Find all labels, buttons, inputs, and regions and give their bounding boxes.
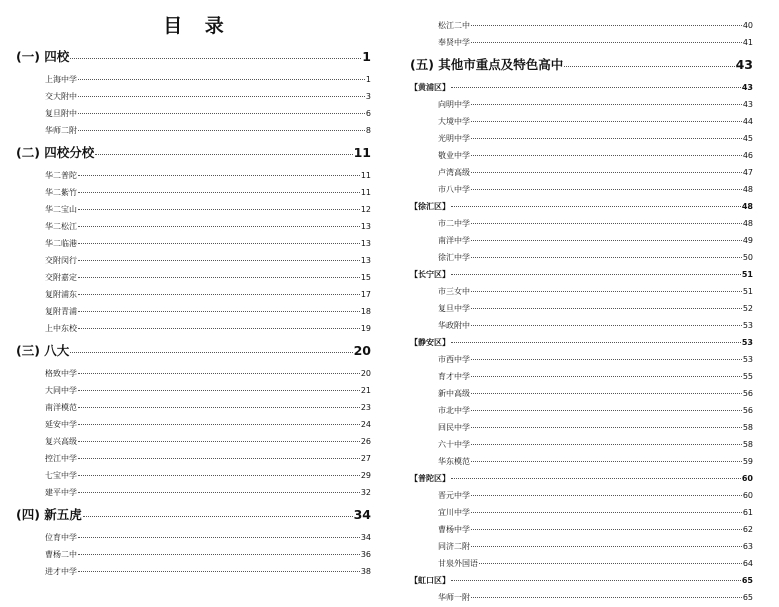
dot-leader (471, 410, 742, 411)
toc-entry-page: 27 (360, 454, 371, 463)
dot-leader (78, 192, 360, 193)
toc-entry[interactable] (16, 433, 371, 450)
dot-leader (78, 373, 360, 374)
toc-entry-page: 8 (365, 126, 371, 135)
toc-district[interactable] (410, 470, 753, 487)
dot-leader (471, 444, 742, 445)
dot-leader (78, 113, 365, 114)
toc-entry-label: 大同中学 (45, 386, 77, 395)
toc-entry-label: 复兴高级 (45, 437, 77, 446)
dot-leader (471, 121, 742, 122)
toc-district-label: 【黄浦区】 (410, 83, 450, 92)
toc-entry[interactable] (16, 269, 371, 286)
toc-section-page: 20 (353, 343, 371, 358)
toc-entry-page: 52 (742, 304, 753, 313)
toc-entry-label: 进才中学 (45, 567, 77, 576)
dot-leader (78, 537, 360, 538)
dot-leader (471, 42, 742, 43)
dot-leader (471, 597, 742, 598)
toc-entry-page: 15 (360, 273, 371, 282)
toc-district[interactable] (410, 572, 753, 589)
toc-section-page: 43 (735, 57, 753, 72)
toc-section-page: 11 (353, 145, 371, 160)
toc-entry[interactable] (16, 105, 371, 122)
toc-entry-page: 1 (365, 75, 371, 84)
toc-section-label: (四) 新五虎 (16, 507, 82, 522)
toc-entry[interactable] (16, 235, 371, 252)
toc-entry-label: 晋元中学 (438, 491, 470, 500)
toc-entry[interactable] (16, 399, 371, 416)
toc-entry-label: 华政附中 (438, 321, 470, 330)
dot-leader (78, 554, 360, 555)
toc-entry[interactable] (410, 368, 753, 385)
toc-district[interactable] (410, 266, 753, 283)
dot-leader (78, 424, 360, 425)
toc-entry-label: 复附青浦 (45, 307, 77, 316)
toc-entry-label: 延安中学 (45, 420, 77, 429)
toc-district-page: 43 (741, 83, 753, 92)
toc-entry-page: 11 (360, 171, 371, 180)
toc-entry-label: 市八中学 (438, 185, 470, 194)
toc-entry[interactable] (16, 201, 371, 218)
page-title: 目 录 (163, 15, 232, 37)
toc-entry-label: 奉贤中学 (438, 38, 470, 47)
toc-entry-page: 17 (360, 290, 371, 299)
toc-entry[interactable] (410, 555, 753, 572)
toc-entry-page: 32 (360, 488, 371, 497)
toc-section-page: 1 (362, 49, 371, 64)
toc-entry-page: 56 (742, 406, 753, 415)
toc-entry[interactable] (410, 504, 753, 521)
toc-entry-page: 61 (742, 508, 753, 517)
toc-entry-page: 23 (360, 403, 371, 412)
toc-entry-label: 育才中学 (438, 372, 470, 381)
toc-section[interactable] (16, 501, 371, 529)
toc-entry-label: 市二中学 (438, 219, 470, 228)
toc-entry-page: 40 (742, 21, 753, 30)
dot-leader (78, 209, 360, 210)
toc-entry-page: 13 (360, 239, 371, 248)
dot-leader (471, 257, 742, 258)
toc-entry-label: 华二临港 (45, 239, 77, 248)
toc-entry-page: 45 (742, 134, 753, 143)
toc-entry-label: 建平中学 (45, 488, 77, 497)
toc-entry-label: 复附浦东 (45, 290, 77, 299)
toc-entry-label: 华二普陀 (45, 171, 77, 180)
toc-entry-label: 华师二附 (45, 126, 77, 135)
toc-entry-page: 26 (360, 437, 371, 446)
toc-entry[interactable] (16, 416, 371, 433)
dot-leader (78, 175, 360, 176)
toc-entry-label: 新中高级 (438, 389, 470, 398)
toc-entry[interactable] (410, 453, 753, 470)
toc-entry-label: 光明中学 (438, 134, 470, 143)
toc-section-label: (二) 四校分校 (16, 145, 95, 160)
dot-leader (471, 461, 742, 462)
toc-entry[interactable] (16, 563, 371, 580)
toc-district-page: 48 (741, 202, 753, 211)
toc-entry[interactable] (410, 215, 753, 232)
toc-entry-page: 56 (742, 389, 753, 398)
toc-entry[interactable] (16, 286, 371, 303)
dot-leader (471, 104, 742, 105)
toc-district-label: 【普陀区】 (410, 474, 450, 483)
dot-leader (471, 376, 742, 377)
dot-leader (78, 475, 360, 476)
toc-entry-label: 复旦附中 (45, 109, 77, 118)
toc-district[interactable] (410, 334, 753, 351)
toc-district-label: 【静安区】 (410, 338, 450, 347)
toc-entry-label: 华二宝山 (45, 205, 77, 214)
toc-entry-label: 回民中学 (438, 423, 470, 432)
toc-entry[interactable] (16, 303, 371, 320)
toc-entry-label: 华二紫竹 (45, 188, 77, 197)
toc-entry-label: 市西中学 (438, 355, 470, 364)
toc-entry-label: 徐汇中学 (438, 253, 470, 262)
toc-entry-label: 上海中学 (45, 75, 77, 84)
toc-entry-page: 13 (360, 222, 371, 231)
toc-entry-page: 60 (742, 491, 753, 500)
toc-entry-page: 20 (360, 369, 371, 378)
dot-leader (471, 223, 742, 224)
toc-district-label: 【虹口区】 (410, 576, 450, 585)
toc-entry-label: 复旦中学 (438, 304, 470, 313)
toc-entry[interactable] (16, 546, 371, 563)
toc-entry-page: 3 (365, 92, 371, 101)
toc-entry-page: 65 (742, 593, 753, 602)
toc-entry-label: 交大附中 (45, 92, 77, 101)
toc-entry[interactable] (410, 113, 753, 130)
toc-entry-label: 曹杨二中 (45, 550, 77, 559)
toc-list-left (16, 43, 371, 580)
toc-entry-page: 62 (742, 525, 753, 534)
toc-entry-label: 华师一附 (438, 593, 470, 602)
toc-entry[interactable] (410, 538, 753, 555)
toc-section[interactable] (410, 51, 753, 79)
toc-section-page: 34 (353, 507, 371, 522)
dot-leader (471, 546, 742, 547)
dot-leader (78, 96, 365, 97)
toc-entry-label: 位育中学 (45, 533, 77, 542)
toc-entry-page: 51 (742, 287, 753, 296)
dot-leader (471, 308, 742, 309)
dot-leader (479, 563, 742, 564)
dot-leader (471, 359, 742, 360)
toc-entry-page: 63 (742, 542, 753, 551)
toc-entry-label: 上中东校 (45, 324, 77, 333)
toc-entry[interactable] (16, 484, 371, 501)
dot-leader (451, 87, 741, 88)
toc-section[interactable] (16, 337, 371, 365)
toc-entry-page: 12 (360, 205, 371, 214)
toc-entry[interactable] (410, 96, 753, 113)
toc-district-page: 60 (741, 474, 753, 483)
toc-entry-page: 46 (742, 151, 753, 160)
toc-entry-page: 6 (365, 109, 371, 118)
toc-entry-page: 41 (742, 38, 753, 47)
toc-column-right (410, 0, 753, 606)
dot-leader (471, 393, 742, 394)
toc-entry[interactable] (16, 167, 371, 184)
toc-entry[interactable] (410, 436, 753, 453)
toc-section[interactable] (16, 139, 371, 167)
toc-entry-page: 53 (742, 355, 753, 364)
toc-entry[interactable] (16, 467, 371, 484)
toc-entry[interactable] (410, 147, 753, 164)
toc-entry[interactable] (410, 181, 753, 198)
toc-entry-page: 55 (742, 372, 753, 381)
dot-leader (451, 478, 741, 479)
dot-leader (471, 240, 742, 241)
toc-entry-page: 11 (360, 188, 371, 197)
toc-entry-label: 甘泉外国语 (438, 559, 478, 568)
toc-district-label: 【徐汇区】 (410, 202, 450, 211)
toc-entry[interactable] (16, 320, 371, 337)
dot-leader (564, 66, 734, 67)
toc-entry-page: 49 (742, 236, 753, 245)
toc-entry-label: 六十中学 (438, 440, 470, 449)
dot-leader (78, 226, 360, 227)
toc-entry-label: 市北中学 (438, 406, 470, 415)
toc-entry-label: 南洋模范 (45, 403, 77, 412)
toc-entry-label: 华东模范 (438, 457, 470, 466)
toc-entry[interactable] (16, 529, 371, 546)
toc-entry-page: 34 (360, 533, 371, 542)
toc-entry[interactable] (16, 71, 371, 88)
toc-entry-page: 38 (360, 567, 371, 576)
dot-leader (471, 427, 742, 428)
toc-entry[interactable] (410, 351, 753, 368)
top-spacer (410, 0, 753, 17)
toc-entry-page: 48 (742, 185, 753, 194)
toc-entry-page: 13 (360, 256, 371, 265)
toc-entry[interactable] (16, 218, 371, 235)
toc-entry-page: 21 (360, 386, 371, 395)
dot-leader (471, 172, 742, 173)
toc-entry-label: 曹杨中学 (438, 525, 470, 534)
toc-section[interactable] (16, 43, 371, 71)
dot-leader (471, 291, 742, 292)
dot-leader (70, 58, 361, 59)
toc-entry-label: 向明中学 (438, 100, 470, 109)
dot-leader (78, 294, 360, 295)
dot-leader (78, 492, 360, 493)
dot-leader (471, 325, 742, 326)
dot-leader (78, 458, 360, 459)
toc-entry[interactable] (16, 122, 371, 139)
dot-leader (471, 512, 742, 513)
toc-entry-page: 64 (742, 559, 753, 568)
toc-section-label: (五) 其他市重点及特色高中 (410, 57, 564, 72)
dot-leader (451, 580, 741, 581)
toc-entry-label: 七宝中学 (45, 471, 77, 480)
toc-entry-label: 南洋中学 (438, 236, 470, 245)
toc-entry[interactable] (410, 34, 753, 51)
toc-entry-page: 48 (742, 219, 753, 228)
toc-section-label: (三) 八大 (16, 343, 70, 358)
dot-leader (78, 79, 365, 80)
dot-leader (95, 154, 352, 155)
dot-leader (78, 277, 360, 278)
toc-district[interactable] (410, 79, 753, 96)
toc-entry[interactable] (410, 249, 753, 266)
toc-entry-page: 58 (742, 440, 753, 449)
dot-leader (451, 274, 741, 275)
toc-entry-label: 大境中学 (438, 117, 470, 126)
toc-column-left (16, 0, 371, 580)
dot-leader (78, 243, 360, 244)
dot-leader (78, 130, 365, 131)
dot-leader (78, 260, 360, 261)
toc-entry-label: 格致中学 (45, 369, 77, 378)
toc-entry[interactable] (16, 88, 371, 105)
toc-entry[interactable] (16, 382, 371, 399)
toc-entry-label: 交附嘉定 (45, 273, 77, 282)
toc-entry[interactable] (410, 521, 753, 538)
toc-entry[interactable] (16, 184, 371, 201)
toc-entry-page: 24 (360, 420, 371, 429)
toc-district-page: 51 (741, 270, 753, 279)
toc-entry[interactable] (16, 450, 371, 467)
toc-entry-label: 敬业中学 (438, 151, 470, 160)
dot-leader (78, 328, 360, 329)
dot-leader (78, 311, 360, 312)
toc-entry-page: 53 (742, 321, 753, 330)
dot-leader (471, 155, 742, 156)
toc-entry-page: 29 (360, 471, 371, 480)
toc-entry[interactable] (16, 252, 371, 269)
toc-entry[interactable] (410, 300, 753, 317)
dot-leader (471, 529, 742, 530)
toc-list-right (410, 17, 753, 606)
toc-entry-page: 50 (742, 253, 753, 262)
toc-entry[interactable] (410, 317, 753, 334)
toc-entry[interactable] (410, 487, 753, 504)
dot-leader (83, 516, 353, 517)
toc-entry-label: 松江二中 (438, 21, 470, 30)
toc-entry[interactable] (410, 283, 753, 300)
toc-entry-label: 控江中学 (45, 454, 77, 463)
toc-section-label: (一) 四校 (16, 49, 70, 64)
toc-entry-label: 交附闵行 (45, 256, 77, 265)
toc-district[interactable] (410, 198, 753, 215)
dot-leader (471, 189, 742, 190)
toc-entry-label: 宜川中学 (438, 508, 470, 517)
toc-entry-label: 卢湾高级 (438, 168, 470, 177)
dot-leader (78, 390, 360, 391)
dot-leader (471, 495, 742, 496)
toc-entry-label: 同济二附 (438, 542, 470, 551)
toc-entry[interactable] (410, 130, 753, 147)
toc-entry[interactable] (16, 365, 371, 382)
toc-entry-page: 59 (742, 457, 753, 466)
toc-entry[interactable] (410, 17, 753, 34)
toc-entry-page: 47 (742, 168, 753, 177)
toc-entry[interactable] (410, 385, 753, 402)
toc-entry[interactable] (410, 232, 753, 249)
dot-leader (78, 441, 360, 442)
dot-leader (70, 352, 352, 353)
toc-entry-page: 44 (742, 117, 753, 126)
dot-leader (78, 571, 360, 572)
toc-entry-label: 市三女中 (438, 287, 470, 296)
dot-leader (471, 25, 742, 26)
dot-leader (78, 407, 360, 408)
toc-entry[interactable] (410, 402, 753, 419)
toc-entry-page: 19 (360, 324, 371, 333)
toc-entry-label: 华二松江 (45, 222, 77, 231)
dot-leader (451, 206, 741, 207)
toc-entry-page: 36 (360, 550, 371, 559)
toc-entry[interactable] (410, 589, 753, 606)
toc-entry-page: 18 (360, 307, 371, 316)
dot-leader (471, 138, 742, 139)
toc-entry-page: 43 (742, 100, 753, 109)
toc-district-page: 65 (741, 576, 753, 585)
toc-entry[interactable] (410, 419, 753, 436)
toc-entry-page: 58 (742, 423, 753, 432)
dot-leader (451, 342, 741, 343)
toc-district-label: 【长宁区】 (410, 270, 450, 279)
toc-district-page: 53 (741, 338, 753, 347)
toc-entry[interactable] (410, 164, 753, 181)
